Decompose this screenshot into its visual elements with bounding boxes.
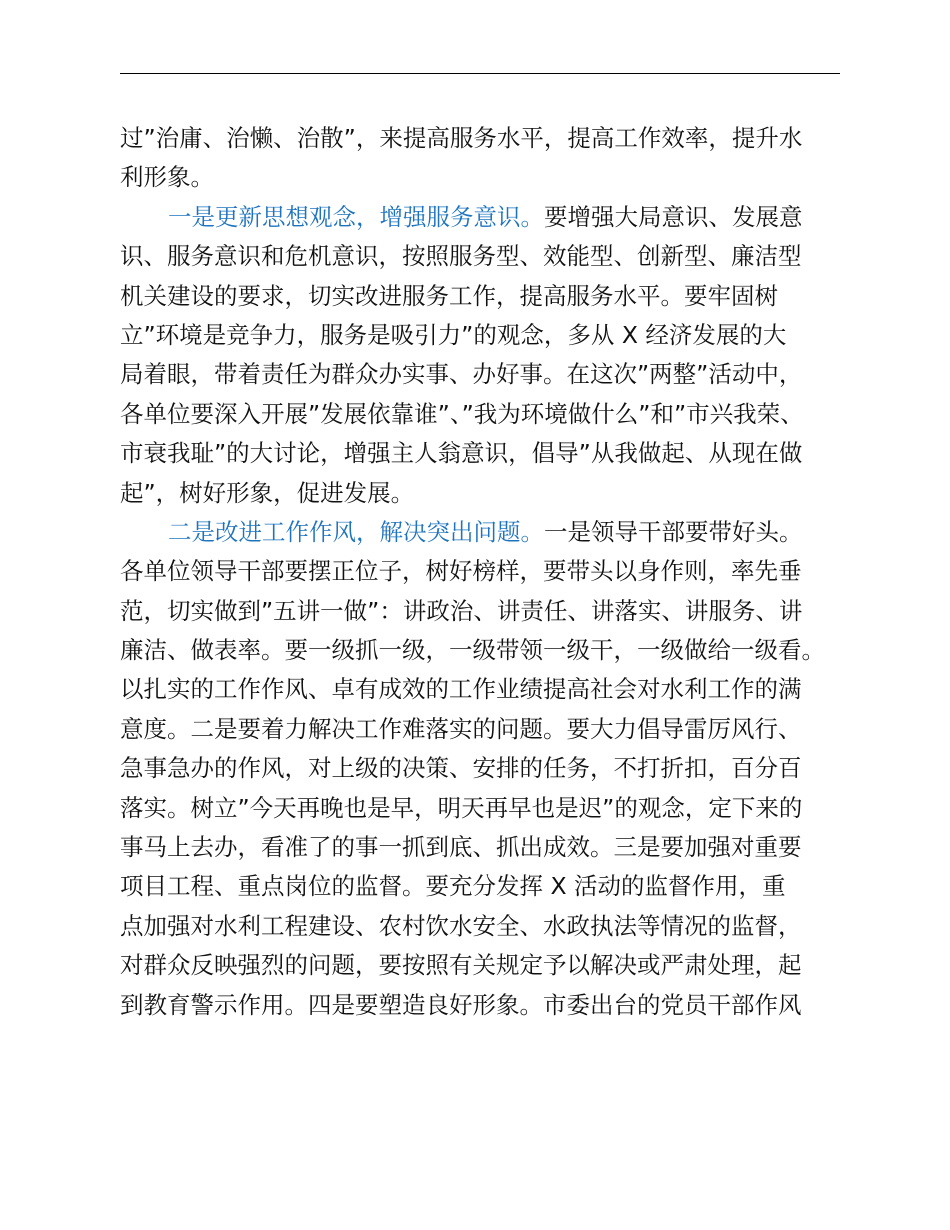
text-line: 市衰我耻”的大讨论，增强主人翁意识，倡导”从我做起、从现在做 [120, 439, 803, 468]
text-line: 事马上去办，看准了的事一抓到底、抓出成效。三是要加强对重要 [120, 833, 802, 862]
text-line: 范，切实做到”五讲一做”：讲政治、讲责任、讲落实、讲服务、讲 [120, 596, 803, 625]
text-line: 以扎实的工作作风、卓有成效的工作业绩提高社会对水利工作的满 [120, 675, 802, 704]
text-line: 机关建设的要求，切实改进服务工作，提高服务水平。要牢固树 [120, 281, 778, 310]
text-line: 廉洁、做表率。要一级抓一级，一级带领一级干，一级做给一级看。 [120, 636, 825, 665]
header-rule [120, 73, 840, 74]
paragraph-first-line [120, 198, 850, 237]
paragraph-first-line [120, 513, 850, 552]
text-line: 各单位要深入开展”发展依靠谁”、”我为环境做什么”和”市兴我荣、 [120, 399, 804, 428]
text-run: 一是领导干部要带好头。 [544, 517, 803, 546]
document-body [120, 119, 850, 1025]
text-line: 利形象。 [120, 163, 214, 192]
text-line: 立”环境是竞争力，服务是吸引力”的观念，多从 X 经济发展的大 [120, 320, 787, 349]
text-run: 要增强大局意识、发展意 [544, 202, 803, 231]
text-line: 过”治庸、治懒、治散”，来提高服务水平，提高工作效率，提升水 [120, 124, 803, 152]
text-line: 急事急办的作风，对上级的决策、安排的任务，不打折扣，百分百 [120, 754, 802, 783]
text-line: 各单位领导干部要摆正位子，树好榜样，要带头以身作则，率先垂 [120, 557, 802, 586]
text-line: 局着眼，带着责任为群众办实事、办好事。在这次”两整”活动中， [120, 360, 803, 389]
text-line: 对群众反映强烈的问题，要按照有关规定予以解决或严肃处理，起 [120, 951, 802, 980]
text-line: 点加强对水利工程建设、农村饮水安全、水政执法等情况的监督， [120, 911, 802, 940]
text-line: 落实。树立”今天再晚也是早，明天再早也是迟”的观念，定下来的 [120, 793, 803, 822]
text-line: 意度。二是要着力解决工作难落实的问题。要大力倡导雷厉风行、 [120, 714, 802, 743]
text-line: 到教育警示作用。四是要塑造良好形象。市委出台的党员干部作风 [120, 990, 802, 1019]
section-heading: 二是改进工作作风，解决突出问题。 [168, 517, 544, 546]
text-line: 起”，树好形象，促进发展。 [120, 478, 415, 507]
text-line: 项目工程、重点岗位的监督。要充分发挥 X 活动的监督作用，重 [120, 872, 786, 901]
text-line: 识、服务意识和危机意识，按照服务型、效能型、创新型、廉洁型 [120, 242, 802, 271]
section-heading: 一是更新思想观念，增强服务意识。 [168, 202, 544, 231]
